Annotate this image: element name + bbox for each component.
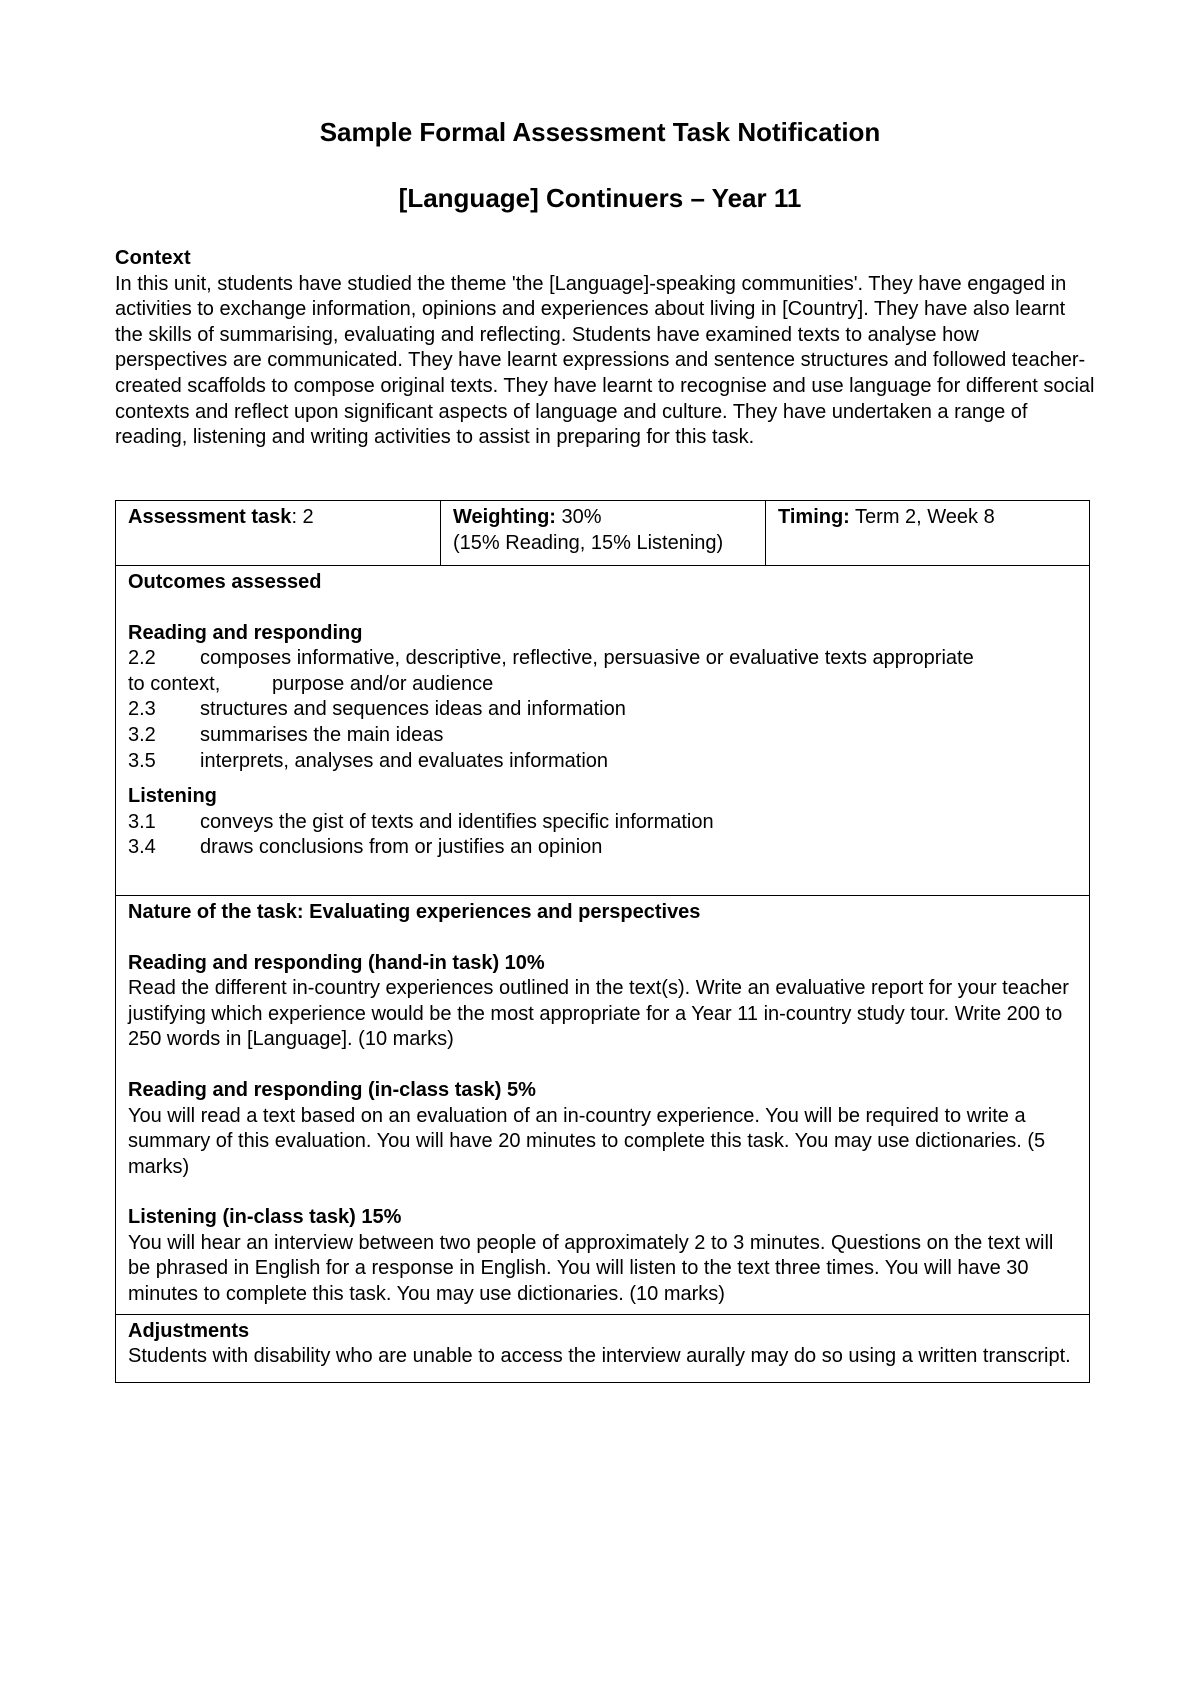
nature-section-text: You will hear an interview between two people of approximately 2 to 3 minutes. Questions on the text will be phrased in English for a response in English. You will listen to the text three times. You will have 30 minutes to complete this task. You may use dictionaries. (10 marks) <box>128 1231 1054 1306</box>
nature-section-heading: Listening (in-class task) 15% <box>128 1206 402 1229</box>
outcome-item <box>128 810 1077 836</box>
outcome-text: conveys the gist of texts and identifies specific information <box>200 810 714 833</box>
outcome-text: draws conclusions from or justifies an opinion <box>200 836 603 859</box>
nature-heading: Nature of the task: Evaluating experiences and perspectives <box>128 900 701 923</box>
nature-section-text: You will read a text based on an evaluation of an in-country experience. You will be required to write a summary of this evaluation. You will have 20 minutes to complete this task. You may use dictionaries. (5 marks) <box>128 1104 1046 1178</box>
adjustments-row <box>116 1314 1090 1382</box>
weighting-value: 30% <box>555 506 602 528</box>
document-subtitle: [Language] Continuers – Year 11 <box>398 183 802 213</box>
nature-section-heading: Reading and responding (hand-in task) 10% <box>128 951 545 974</box>
weighting-breakdown: (15% Reading, 15% Listening) <box>453 531 724 554</box>
weighting-cell <box>441 501 766 566</box>
outcome-code: 2.2 <box>128 647 156 670</box>
outcome-item <box>128 646 1077 672</box>
outcomes-cell <box>116 566 1090 896</box>
outcome-item <box>128 749 1077 775</box>
context-section <box>115 246 1095 451</box>
outcomes-listening-heading: Listening <box>128 785 217 808</box>
outcome-continuation-b: purpose and/or audience <box>272 672 494 695</box>
outcome-code: 3.4 <box>128 836 156 859</box>
timing-value: Term 2, Week 8 <box>849 506 995 528</box>
outcome-text: structures and sequences ideas and information <box>200 698 626 721</box>
assessment-task-label: Assessment task <box>128 506 292 528</box>
outcomes-row <box>116 566 1090 896</box>
context-text: In this unit, students have studied the theme 'the [Language]-speaking communities'. They have engaged in activities to exchange information, opinions and experiences about living in [Country]. They have also learnt the skills of summarising, evaluating and reflecting. Students have examined texts to analyse how perspectives are communicated. They have learnt expressions and sentence structures and followed teacher-created scaffolds to compose original texts. They have learnt to recognise and use language for different social contexts and reflect upon significant aspects of language and culture. They have undertaken a range of reading, listening and writing activities to assist in preparing for this task. <box>115 272 1095 449</box>
timing-label: Timing: <box>778 506 850 528</box>
nature-section-heading: Reading and responding (in-class task) 5% <box>128 1078 536 1101</box>
outcome-item <box>128 697 1077 723</box>
timing-cell <box>766 501 1090 566</box>
adjustments-text: Students with disability who are unable to access the interview aurally may do so using a written transcript. <box>128 1345 1071 1368</box>
assessment-task-value: : 2 <box>291 506 314 528</box>
outcome-item <box>128 723 1077 749</box>
task-summary-row <box>116 501 1090 566</box>
weighting-label: Weighting: <box>453 506 556 528</box>
outcome-code: 3.5 <box>128 749 156 772</box>
document-title: Sample Formal Assessment Task Notification <box>319 117 881 147</box>
adjustments-cell <box>116 1314 1090 1382</box>
outcome-code: 3.1 <box>128 810 156 833</box>
assessment-task-table <box>115 500 1090 1383</box>
outcome-text: summarises the main ideas <box>200 723 444 746</box>
adjustments-heading: Adjustments <box>128 1319 250 1342</box>
outcome-code: 2.3 <box>128 698 156 721</box>
outcomes-heading: Outcomes assessed <box>128 571 322 593</box>
outcome-item <box>128 835 1077 861</box>
nature-section-text: Read the different in-country experiences outlined in the text(s). Write an evaluative report for your teacher justifying which experience would be the most appropriate for a Year 11 in-country study tour. Write 200 to 250 words in [Language]. (10 marks) <box>128 977 1069 1051</box>
outcome-code: 3.2 <box>128 723 156 746</box>
nature-row <box>116 895 1090 1314</box>
context-heading: Context <box>115 247 191 269</box>
outcome-text: interprets, analyses and evaluates information <box>200 749 609 772</box>
outcome-text: composes informative, descriptive, reflective, persuasive or evaluative texts appropriate <box>200 647 974 670</box>
assessment-task-cell <box>116 501 441 566</box>
outcome-item-continuation <box>128 672 1077 698</box>
outcomes-reading-heading: Reading and responding <box>128 621 363 644</box>
outcome-continuation-a: to context, <box>128 672 221 695</box>
nature-cell <box>116 895 1090 1314</box>
